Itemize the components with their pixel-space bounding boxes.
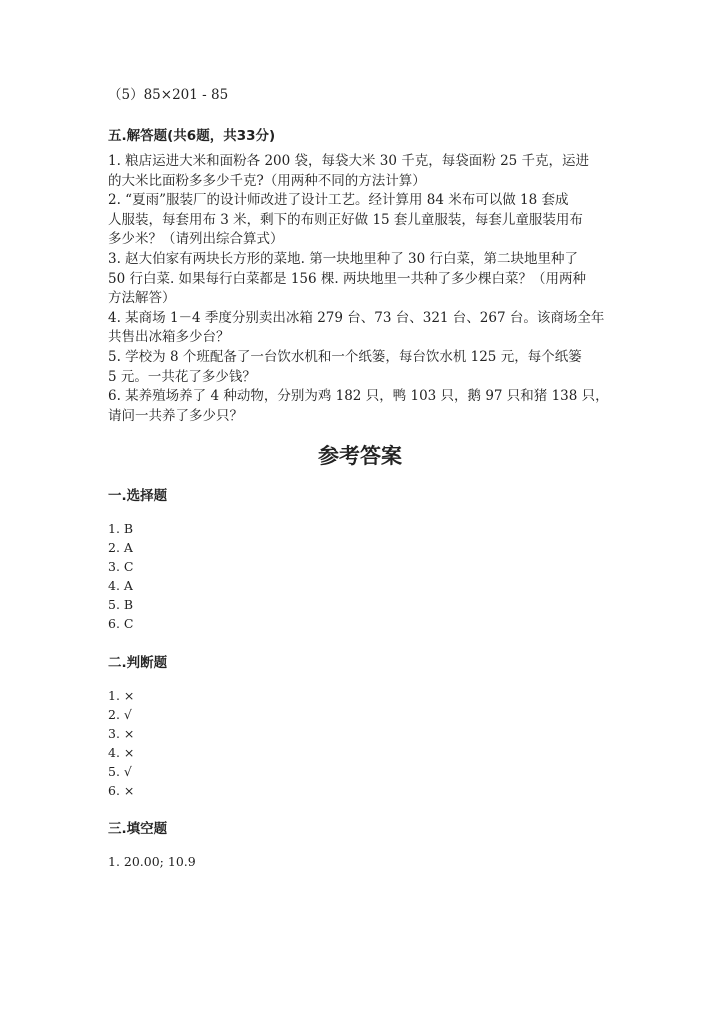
question-item — [108, 191, 609, 250]
section-3-heading: 三.填空题 — [108, 821, 168, 837]
answer-item: 1. 20.00; 10.9 — [108, 854, 196, 869]
answer-item: 3. × — [108, 726, 135, 742]
answer-item: 6. × — [108, 783, 135, 799]
answer-item: 5. B — [108, 597, 134, 613]
question-line: 多少米？（请列出综合算式） — [108, 231, 284, 248]
section-1-heading: 一.选择题 — [108, 488, 168, 504]
answer-item: 5. √ — [108, 764, 132, 780]
question-list — [108, 152, 609, 426]
section-2-heading: 二.判断题 — [108, 655, 168, 671]
question-line: 2. “夏雨”服装厂的设计师改进了设计工艺。经计算用 84 米布可以做 18 套成 — [108, 192, 569, 209]
question-line: 5 元。一共花了多少钱？ — [108, 368, 256, 385]
question-item — [108, 152, 609, 191]
question-line: 请问一共养了多少只？ — [108, 407, 243, 424]
question-line: 1. 粮店运进大米和面粉各 200 袋，每袋大米 30 千克，每袋面粉 25 千克，运进 — [108, 153, 590, 169]
question-line: 6. 某养殖场养了 4 种动物，分别为鸡 182 只，鸭 103 只，鹅 97 只和猪 138 只， — [108, 388, 609, 405]
answer-item: 1. B — [108, 521, 134, 536]
answers-title: 参考答案 — [318, 444, 402, 468]
answer-item: 2. A — [108, 540, 133, 556]
answer-item: 6. C — [108, 616, 134, 632]
question-line: 50 行白菜. 如果每行白菜都是 156 棵. 两块地里一共种了多少棵白菜？（用两种 — [108, 270, 586, 287]
question-item — [108, 387, 609, 426]
question-line: 4. 某商场 1－4 季度分别卖出冰箱 279 台、73 台、321 台、267 台。该商场全年 — [108, 309, 605, 326]
question-line: 3. 赵大伯家有两块长方形的菜地. 第一块地里种了 30 行白菜，第二块地里种了 — [108, 250, 579, 267]
expression-5: （5）85×201 - 85 — [108, 87, 229, 103]
question-line: 方法解答） — [108, 290, 176, 307]
answer-item: 1. × — [108, 688, 135, 703]
answer-list-choice — [108, 519, 133, 634]
question-line: 5. 学校为 8 个班配备了一台饮水机和一个纸篓，每台饮水机 125 元，每个纸篓 — [108, 348, 582, 365]
question-line: 人服装，每套用布 3 米，剩下的布则正好做 15 套儿童服装，每套儿童服装用布 — [108, 211, 583, 228]
question-item — [108, 348, 609, 387]
section-5-heading: 五.解答题(共6题，共33分) — [108, 128, 276, 144]
question-line: 共售出冰箱多少台？ — [108, 329, 230, 346]
answer-item: 4. × — [108, 745, 135, 761]
question-item — [108, 309, 609, 348]
answer-item: 2. √ — [108, 707, 132, 723]
answer-item: 3. C — [108, 559, 134, 575]
question-item — [108, 250, 609, 309]
answer-item: 4. A — [108, 578, 133, 594]
answer-list-fill — [108, 852, 196, 871]
question-line: 的大米比面粉多多少千克?（用两种不同的方法计算） — [108, 172, 426, 189]
answer-list-judge — [108, 686, 134, 801]
